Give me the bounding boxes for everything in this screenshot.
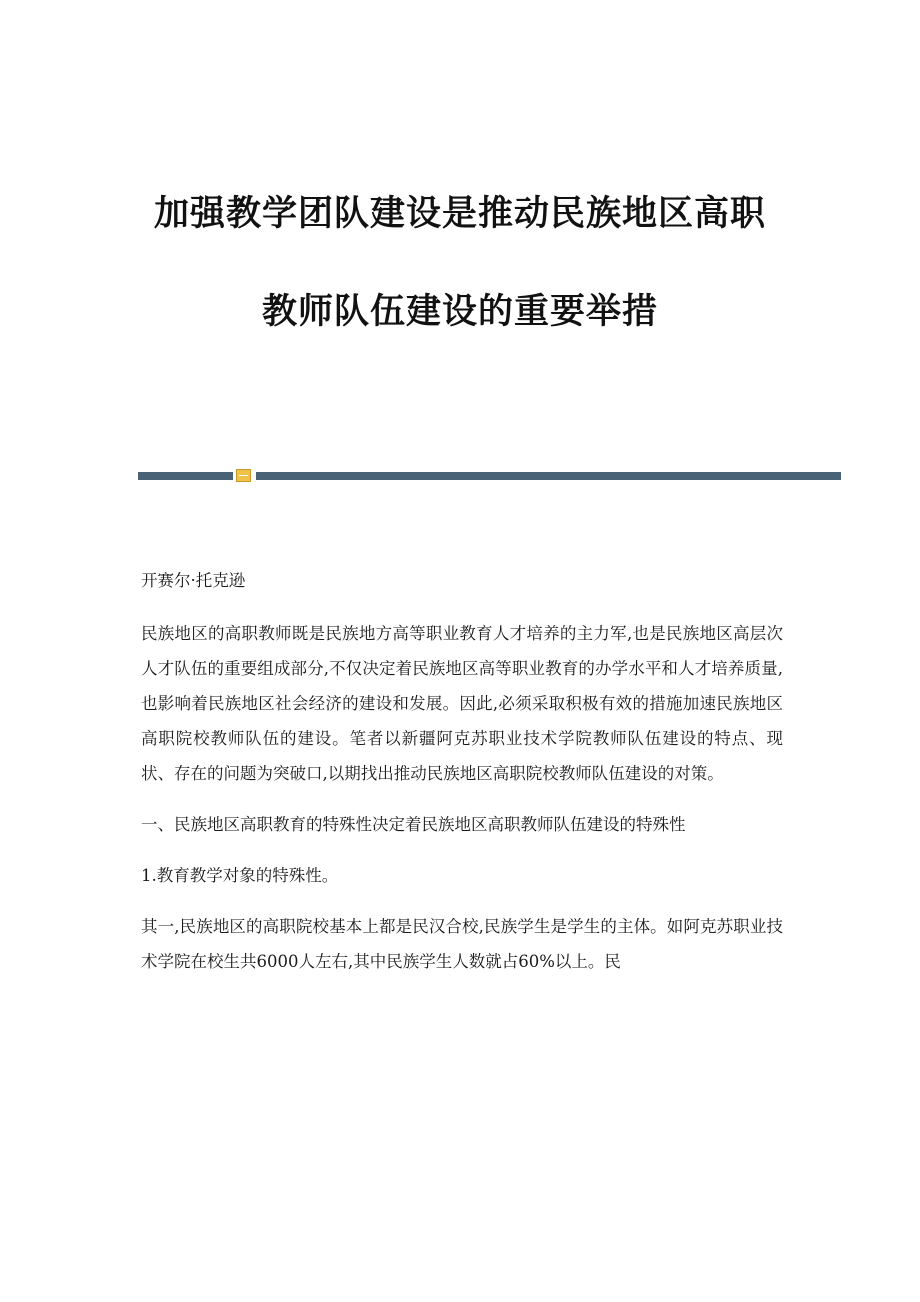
document-body	[141, 563, 783, 995]
divider-bar-left	[138, 472, 233, 480]
title-divider	[138, 469, 841, 483]
paragraph-body-1: 其一,民族地区的高职院校基本上都是民汉合校,民族学生是学生的主体。如阿克苏职业技术学院在校生共6000人左右,其中民族学生人数就占60%以上。民	[141, 917, 783, 971]
author-name: 开赛尔·托克逊	[141, 571, 246, 590]
paragraph-intro: 民族地区的高职教师既是民族地方高等职业教育人才培养的主力军,也是民族地区高层次人才队伍的重要组成部分,不仅决定着民族地区高等职业教育的办学水平和人才培养质量,也影响着民族地区社会经济的建设和发展。因此,必须采取积极有效的措施加速民族地区高职院校教师队伍的建设。笔者以新疆阿克苏职业技术学院教师队伍建设的特点、现状、存在的问题为突破口,以期找出推动民族地区高职院校教师队伍建设的对策。	[141, 624, 783, 783]
subsection-heading-1: 1.教育教学对象的特殊性。	[141, 866, 339, 885]
divider-bar-right	[256, 472, 841, 480]
document-title	[0, 186, 920, 340]
title-line-1: 加强教学团队建设是推动民族地区高职	[153, 193, 766, 234]
divider-mark-icon	[236, 469, 251, 482]
section-heading-1: 一、民族地区高职教育的特殊性决定着民族地区高职教师队伍建设的特殊性	[141, 815, 686, 834]
title-line-2: 教师队伍建设的重要举措	[261, 291, 658, 332]
